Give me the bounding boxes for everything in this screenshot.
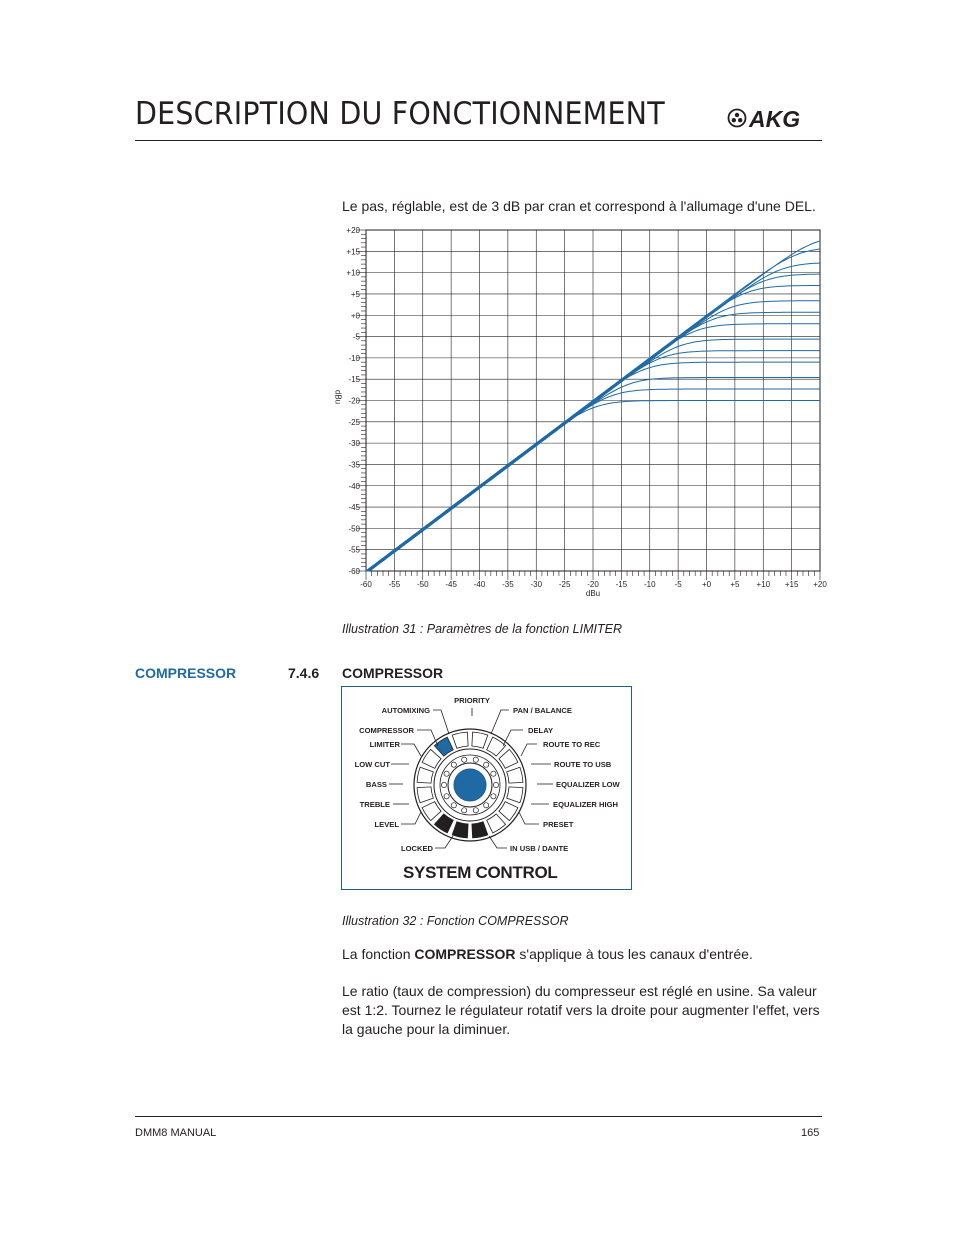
x-tick-label: -40 xyxy=(473,580,486,589)
y-tick-label: -30 xyxy=(348,439,360,449)
y-tick-label: -15 xyxy=(348,375,360,385)
x-tick-label: -45 xyxy=(445,580,457,589)
label-level: LEVEL xyxy=(374,820,399,829)
knob-tooth xyxy=(493,782,498,787)
para1-text-before: La fonction xyxy=(342,946,415,962)
x-tick-label: +5 xyxy=(730,580,740,589)
y-tick-label: +0 xyxy=(350,311,360,321)
x-tick-label: +15 xyxy=(784,580,799,589)
label-in-usb-dante: IN USB / DANTE xyxy=(510,844,569,853)
label-low-cut: LOW CUT xyxy=(354,760,390,769)
knob-tooth xyxy=(451,803,456,808)
figure-caption-31: Illustration 31 : Paramètres de la fonction LIMITER xyxy=(342,622,622,636)
label-preset: PRESET xyxy=(543,820,574,829)
paragraph-compressor-ratio: Le ratio (taux de compression) du compresseur est réglé en usine. Sa valeur est 1:2. Tournez le régulateur rotatif vers la droite pour augmenter l'effet, vers la gauche pour la diminuer. xyxy=(342,983,820,1037)
label-route-to-rec: ROUTE TO REC xyxy=(543,740,601,749)
x-tick-label: -30 xyxy=(530,580,543,589)
knob-tooth xyxy=(484,762,489,767)
x-tick-label: +0 xyxy=(701,580,712,589)
label-treble: TREBLE xyxy=(359,800,390,809)
x-tick-label: -60 xyxy=(360,580,372,589)
y-axis-label: dBu xyxy=(333,389,343,405)
label-automixing: AUTOMIXING xyxy=(381,706,430,715)
y-tick-label: -5 xyxy=(352,332,360,342)
label-pan-balance: PAN / BALANCE xyxy=(513,706,572,715)
knob-tooth xyxy=(444,771,449,776)
y-tick-label: -35 xyxy=(348,460,360,470)
label-bass: BASS xyxy=(365,780,387,789)
footer-divider xyxy=(135,1116,822,1117)
page-title: DESCRIPTION DU FONCTIONNEMENT xyxy=(135,96,665,132)
y-tick-label: +20 xyxy=(346,226,360,235)
y-tick-label: -25 xyxy=(348,417,360,427)
y-tick-label: +10 xyxy=(346,268,360,278)
akg-logo xyxy=(727,106,823,130)
x-tick-label: +10 xyxy=(756,580,771,589)
knob-tooth xyxy=(491,771,496,776)
para1-bold-term: COMPRESSOR xyxy=(414,946,516,962)
paragraph-compressor-scope xyxy=(342,945,832,964)
x-tick-label: -10 xyxy=(643,580,656,589)
label-limiter: LIMITER xyxy=(369,740,400,749)
knob-tooth xyxy=(441,782,446,787)
para1-text-after: s'applique à tous les canaux d'entrée. xyxy=(515,946,753,962)
footer-manual-name: DMM8 MANUAL xyxy=(135,1127,217,1139)
x-tick-label: -50 xyxy=(416,580,429,589)
label-priority: PRIORITY xyxy=(454,696,490,705)
x-tick-label: -20 xyxy=(587,580,599,589)
knob-tooth xyxy=(462,757,467,762)
side-heading: COMPRESSOR xyxy=(135,665,237,681)
knob-tooth xyxy=(473,757,478,762)
y-tick-label: -55 xyxy=(348,545,360,555)
limiter-chart xyxy=(330,222,830,600)
y-tick-label: -50 xyxy=(348,524,360,534)
label-route-to-usb: ROUTE TO USB xyxy=(554,760,612,769)
label-equalizer-low: EQUALIZER LOW xyxy=(556,780,620,789)
knob-tooth xyxy=(451,762,456,767)
intro-paragraph: Le pas, réglable, est de 3 dB par cran et correspond à l'allumage d'une DEL. xyxy=(342,198,816,214)
label-equalizer-high: EQUALIZER HIGH xyxy=(553,800,618,809)
x-tick-label: -15 xyxy=(615,580,628,589)
page-number: 165 xyxy=(801,1127,820,1139)
header-divider xyxy=(135,140,822,141)
y-tick-label: +15 xyxy=(346,247,360,257)
knob-tooth xyxy=(462,808,467,813)
knob-tooth xyxy=(444,794,449,799)
x-tick-label: -25 xyxy=(558,580,571,589)
x-tick-label: -55 xyxy=(388,580,401,589)
system-control-illustration xyxy=(341,686,632,890)
label-locked: LOCKED xyxy=(400,844,433,853)
figure-caption-32: Illustration 32 : Fonction COMPRESSOR xyxy=(342,914,569,928)
y-tick-label: -10 xyxy=(348,353,360,363)
x-axis-label: dBu xyxy=(585,589,601,598)
label-delay: DELAY xyxy=(528,726,554,735)
label-compressor: COMPRESSOR xyxy=(359,726,414,735)
y-tick-label: -20 xyxy=(348,396,360,406)
section-number: 7.4.6 xyxy=(288,665,320,681)
y-tick-label: -60 xyxy=(348,567,360,576)
x-tick-label: +20 xyxy=(813,580,827,589)
knob-tooth xyxy=(491,794,496,799)
y-tick-label: +5 xyxy=(350,289,360,299)
section-title: COMPRESSOR xyxy=(342,665,444,681)
knob-tooth xyxy=(473,808,478,813)
center-knob xyxy=(454,769,486,801)
y-tick-label: -40 xyxy=(348,481,360,491)
x-tick-label: -35 xyxy=(502,580,514,589)
knob-tooth xyxy=(484,803,489,808)
x-tick-label: -5 xyxy=(674,580,682,589)
logo-text: AKG xyxy=(749,106,801,130)
panel-title: SYSTEM CONTROL xyxy=(403,863,558,882)
y-tick-label: -45 xyxy=(348,503,360,513)
